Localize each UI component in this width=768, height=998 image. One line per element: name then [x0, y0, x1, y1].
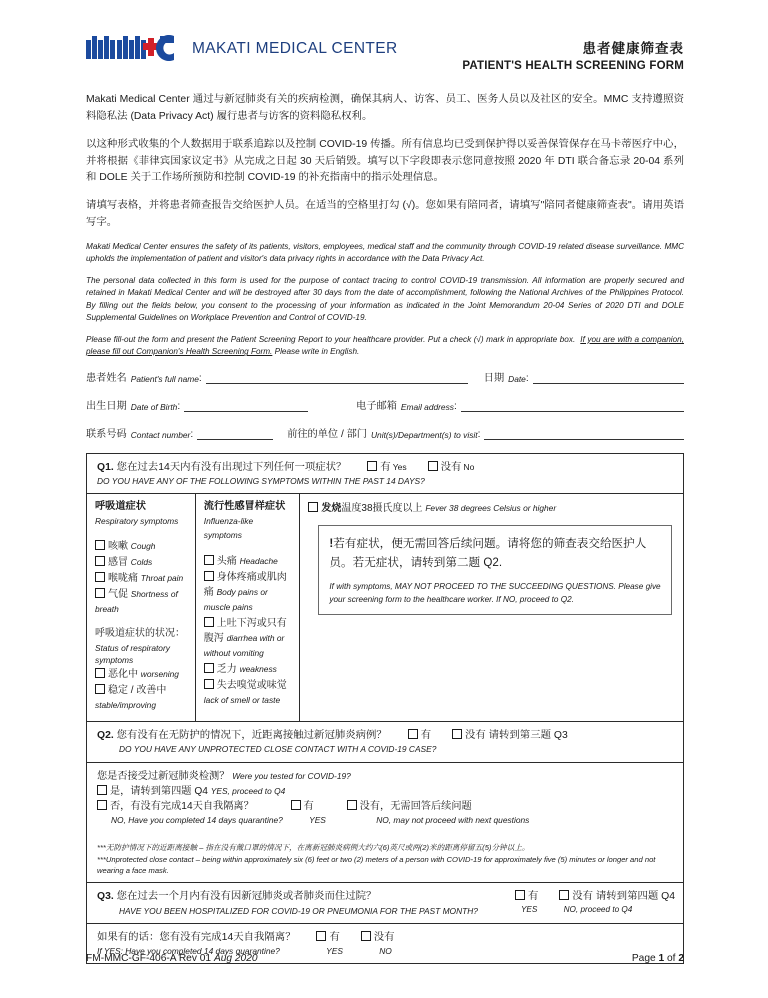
- intro-paragraph-1-cn: Makati Medical Center 通过与新冠肺炎有关的疾病检测，确保其病人、访客、员工、医务人员以及社区的安全。MMC 支持遵照资料隐私法 (Data Privacy Act) 履行患者与访客的资料隐私权利。: [86, 94, 684, 122]
- q2-text-cn: 您有没有在无防护的情况下，近距离接触过新冠肺炎病例？: [116, 730, 387, 742]
- exclamation-icon: !: [329, 536, 334, 550]
- checkbox-icon[interactable]: [204, 663, 214, 673]
- respiratory-status-label: [95, 627, 188, 666]
- status-worsening-en: worsening: [140, 669, 179, 680]
- q1-text-en: DO YOU HAVE ANY OF THE FOLLOWING SYMPTOMS WITHIN THE PAST 14 DAYS?: [97, 475, 425, 486]
- symptom-weakness-en: weakness: [239, 664, 277, 675]
- respiratory-status-cn: 呼吸道症状的状况：: [95, 628, 185, 640]
- symptom-cough-cn: 咳嗽: [108, 541, 128, 553]
- q2-no-option[interactable]: [452, 730, 568, 741]
- symptom-sob-en: Shortness of breath: [95, 589, 178, 615]
- fever-label-en: Fever 38 degrees Celsius or higher: [425, 502, 557, 513]
- form-title-en: PATIENT'S HEALTH SCREENING FORM: [462, 60, 684, 73]
- tested-prompt: [97, 769, 675, 784]
- tested-option-no-row: [97, 799, 675, 814]
- tested-no-en: NO, Have you completed 14 days quarantine?: [111, 814, 283, 825]
- fever-label-cn-bold: 发烧: [321, 502, 342, 514]
- tested-no-cn: 否，有没有完成14天自我隔离？: [110, 801, 254, 813]
- symptom-instruction-box: [318, 525, 672, 615]
- q1-no-option[interactable]: [428, 462, 475, 473]
- q3-options: [515, 889, 675, 904]
- influenza-title: [204, 500, 293, 544]
- form-title-block: [462, 26, 684, 75]
- respiratory-title-en: Respiratory symptoms: [95, 515, 179, 526]
- q3-sub-no-en: NO: [379, 945, 392, 956]
- symptoms-row: [87, 494, 683, 722]
- label-contact-cn: 联系号码: [86, 428, 127, 440]
- checkbox-icon[interactable]: [204, 617, 214, 627]
- checkbox-icon[interactable]: [95, 556, 105, 566]
- q3-no-option[interactable]: [559, 891, 675, 902]
- symptom-item-lack-of-smell[interactable]: [204, 678, 293, 708]
- colon-email: :: [453, 400, 457, 412]
- respiratory-title: [95, 500, 188, 530]
- respiratory-title-cn: 呼吸道症状: [95, 500, 146, 512]
- date-input[interactable]: [533, 372, 684, 384]
- q3-sub-yes-cn: 有: [329, 931, 340, 943]
- intro-p3-en-part-b: Please write in English.: [274, 347, 360, 357]
- symptom-headache-en: Headache: [239, 556, 278, 567]
- checkbox-icon[interactable]: [97, 785, 107, 795]
- email-input[interactable]: [461, 400, 684, 412]
- document-footer: [86, 953, 684, 964]
- label-patient-name-cn: 患者姓名: [86, 372, 127, 384]
- intro-paragraph-2-en: The personal data collected in this form is used for the purpose of contact tracing to control COVID-19 transmission. All information are properly secured and retained in Makati Medical Center and will be destroyed after 30 days from the date of accomplishment, following the National Archives of the Philippines Protocol. By filling out the fields below, you consent to the processing of your information as indicated in the Joint Memorandum 20-04 Series of 2020 DTI and DOLE Supplemental Guidelines on Workplace Prevention and Control of COVID-19.: [86, 275, 684, 323]
- symptom-smell-en: lack of smell or taste: [203, 695, 281, 706]
- quarantine-no-cn: 没有，无需回答后续问题: [359, 801, 472, 813]
- colon-name: :: [198, 372, 202, 384]
- checkbox-icon[interactable]: [97, 800, 107, 810]
- q3-sub-prompt-cn: [97, 930, 675, 945]
- symptom-cough-en: Cough: [130, 541, 156, 552]
- field-row-contact-unit: [86, 425, 684, 440]
- footnote-cn: ***无防护情况下的近距离接触 – 指在没有戴口罩的情况下，在离新冠肺炎病例大约六(6)英尺或两(2)米的距离停留五(5)分钟以上。: [97, 843, 530, 853]
- checkbox-icon[interactable]: [95, 684, 105, 694]
- quarantine-yes-option[interactable]: [291, 801, 314, 812]
- fever-label-cn: 温度38摄氏度以上: [341, 502, 423, 514]
- intro-p3-en-underlined: If you are with a companion, please fill out Companion's Health Screening Form.: [86, 334, 684, 357]
- symptom-column-respiratory: [87, 494, 196, 721]
- symptom-item-cough[interactable]: [95, 539, 188, 554]
- influenza-title-cn: 流行性感冒样症状: [203, 500, 286, 512]
- colon-unit: :: [477, 428, 481, 440]
- checkbox-icon[interactable]: [204, 571, 214, 581]
- symptom-sob-cn: 气促: [108, 589, 128, 601]
- covid-test-block: [87, 763, 683, 884]
- q3-text-cn: 您在过去一个月内有没有因新冠肺炎或者肺炎而住过院？: [116, 891, 377, 903]
- checkbox-icon[interactable]: [367, 461, 377, 471]
- checkbox-icon[interactable]: [95, 588, 105, 598]
- tested-prompt-en: Were you tested for COVID-19?: [232, 770, 351, 781]
- symptom-item-colds[interactable]: [95, 555, 188, 570]
- form-title-cn: 患者健康筛查表: [582, 41, 684, 56]
- tested-yes-cn: 是，请转到第四题 Q4: [110, 785, 208, 797]
- checkbox-icon[interactable]: [452, 729, 462, 739]
- field-row-name-date: [86, 369, 684, 384]
- footnote-en: ***Unprotected close contact – being within approximately six (6) feet or two (2) meters of a person with COVID-19 for approximately five (5) minutes or longer and not wearing a face mask.: [97, 854, 656, 876]
- quarantine-yes-en: YES: [309, 814, 326, 825]
- status-item-stable-improving[interactable]: [95, 683, 188, 713]
- q2-no-cn: 没有 请转到第三题 Q3: [464, 730, 568, 742]
- tested-option-no-row-en: [97, 815, 675, 827]
- q2-text-en: DO YOU HAVE ANY UNPROTECTED CLOSE CONTACT WITH A COVID-19 CASE?: [119, 744, 437, 755]
- symptom-headache-cn: 头痛: [216, 556, 237, 568]
- checkbox-icon[interactable]: [95, 572, 105, 582]
- page-total: 2: [678, 953, 684, 964]
- q3-prompt-cn: [97, 889, 509, 904]
- q2-prompt-cn: [97, 728, 675, 743]
- q3-sub-text-en: If YES: Have you completed 14 days quarantine?: [97, 945, 280, 956]
- intro-p3-en-part-a: Please fill-out the form and present the Patient Screening Report to your healthcare provider. Put a check (√) mark in appropriate box.: [86, 334, 576, 344]
- label-email-cn: 电子邮箱: [356, 400, 397, 412]
- status-stable-en: stable/improving: [95, 700, 156, 711]
- intro-paragraph-1-en: Makati Medical Center ensures the safety of its patients, visitors, employees, medical staff and the community through COVID-19 related disease surveillance. MMC upholds the implementation of patient and visitor's data privacy rights in accordance with the Data Privacy Act.: [86, 241, 684, 264]
- q1-yes-en: Yes: [392, 461, 407, 472]
- influenza-title-en: Influenza-like symptoms: [203, 515, 254, 541]
- q3-sub-yes-option[interactable]: [316, 932, 339, 943]
- label-date-en: Date: [508, 373, 526, 384]
- q1-yes-cn: 有: [380, 461, 391, 473]
- tested-prompt-cn: 您是否接受过新冠肺炎检测？: [97, 770, 230, 782]
- label-contact-en: Contact number: [130, 429, 191, 440]
- checkbox-icon[interactable]: [559, 890, 569, 900]
- symptom-item-diarrhea[interactable]: [204, 616, 293, 661]
- tested-no-option[interactable]: [97, 801, 254, 812]
- label-unit-en: Unit(s)/Department(s) to visit: [371, 429, 478, 440]
- status-item-worsening[interactable]: [95, 667, 188, 682]
- label-dob-cn: 出生日期: [86, 400, 127, 412]
- q3-yes-en: YES: [520, 904, 538, 914]
- label-patient-name-en: Patient's full name: [130, 373, 199, 384]
- q2-number: Q2.: [97, 730, 114, 742]
- brand-lockup: [86, 26, 398, 64]
- tested-option-yes[interactable]: [97, 784, 675, 799]
- q1-no-en: No: [463, 461, 475, 472]
- q3-yes-cn: 有: [527, 891, 539, 903]
- intro-paragraph-3-en: [86, 334, 684, 359]
- unit-department-input[interactable]: [484, 428, 684, 440]
- q1-yes-option[interactable]: [367, 462, 406, 473]
- mmc-logo-icon: [86, 34, 184, 64]
- symptom-smell-cn: 失去嗅觉或味觉: [216, 680, 287, 692]
- checkbox-icon[interactable]: [428, 461, 438, 471]
- page-label-a: Page: [631, 953, 659, 964]
- question-q3: [87, 883, 683, 923]
- field-row-dob-email: [86, 397, 684, 412]
- symptom-item-shortness-of-breath[interactable]: [95, 587, 188, 617]
- q1-no-cn: 没有: [440, 461, 462, 473]
- label-date-cn: 日期: [483, 372, 505, 384]
- q2-yes-option[interactable]: [408, 730, 431, 741]
- quarantine-yes-cn: 有: [303, 801, 314, 813]
- tested-yes-en: YES, proceed to Q4: [210, 785, 286, 796]
- q3-options-en: [515, 905, 675, 914]
- q1-prompt-cn: [97, 460, 675, 475]
- instruction-note-en: If with symptoms, MAY NOT PROCEED TO THE SUCCEEDING QUESTIONS. Please give your screening form to the healthcare worker. If NO, proceed to Q2.: [329, 582, 661, 604]
- checkbox-icon[interactable]: [408, 729, 418, 739]
- q3-sub-yes-en: YES: [326, 945, 343, 956]
- symptom-item-throat-pain[interactable]: [95, 571, 188, 586]
- checkbox-icon[interactable]: [316, 931, 326, 941]
- checkbox-icon[interactable]: [291, 800, 301, 810]
- symptom-item-headache[interactable]: [204, 554, 293, 569]
- q3-sub-text-cn: 如果有的话：您有没有完成14天自我隔离？: [97, 931, 296, 943]
- symptom-body-pains-en: Body pains or muscle pains: [203, 587, 268, 613]
- symptom-weakness-cn: 乏力: [216, 664, 237, 676]
- q3-yes-option[interactable]: [515, 891, 538, 902]
- brand-name: MAKATI MEDICAL CENTER: [192, 40, 398, 57]
- label-dob-en: Date of Birth: [130, 401, 178, 412]
- dob-input[interactable]: [184, 400, 308, 412]
- q3-text-en: HAVE YOU BEEN HOSPITALIZED FOR COVID-19 OR PNEUMONIA FOR THE PAST MONTH?: [119, 905, 478, 916]
- symptom-column-fever-note: [300, 494, 683, 721]
- label-unit-cn: 前往的单位 / 部门: [287, 428, 367, 440]
- question-q2: [87, 722, 683, 762]
- patient-name-input[interactable]: [206, 372, 468, 384]
- quarantine-no-en: NO, may not proceed with next questions: [376, 814, 530, 825]
- symptom-throat-pain-en: Throat pain: [140, 573, 184, 584]
- q1-number: Q1.: [97, 461, 114, 473]
- q3-number: Q3.: [97, 891, 114, 903]
- contact-number-input[interactable]: [197, 428, 273, 440]
- q1-text-cn: 您在过去14天内有没有出现过下列任何一项症状？: [116, 461, 347, 473]
- status-stable-cn: 稳定 / 改善中: [108, 685, 167, 697]
- form-code: [86, 953, 258, 964]
- q3-no-en: NO, proceed to Q4: [563, 904, 633, 914]
- symptom-item-weakness[interactable]: [204, 662, 293, 677]
- intro-paragraph-3-cn: 请填写表格，并将患者筛查报告交给医护人员。在适当的空格里打勾 (√)。您如果有陪同者，请填写"陪同者健康筛查表"。请用英语写字。: [86, 200, 684, 229]
- q2-yes-cn: 有: [420, 730, 432, 742]
- q3-no-cn: 没有 请转到第四题 Q4: [572, 891, 675, 903]
- page-current: 1: [658, 953, 665, 964]
- checkbox-icon[interactable]: [515, 890, 525, 900]
- symptom-item-body-pains[interactable]: [204, 570, 293, 615]
- checkbox-icon[interactable]: [204, 555, 214, 565]
- respiratory-status-en: Status of respiratory symptoms: [95, 642, 170, 666]
- quarantine-no-option[interactable]: [347, 801, 472, 812]
- colon-dob: :: [177, 400, 181, 412]
- symptom-diarrhea-cn: 上吐下泻或只有腹泻: [203, 618, 287, 645]
- checkbox-icon[interactable]: [361, 931, 371, 941]
- checkbox-icon[interactable]: [347, 800, 357, 810]
- symptom-body-pains-cn: 身体疼痛或肌肉痛: [203, 572, 287, 599]
- form-code-text: FM-MMC-GF-406-A Rev 01: [86, 953, 214, 964]
- status-worsening-cn: 恶化中: [108, 669, 138, 681]
- colon-contact: :: [190, 428, 194, 440]
- symptom-colds-cn: 感冒: [108, 557, 128, 569]
- questionnaire-table: [86, 453, 684, 964]
- page-label-b: of: [664, 953, 679, 964]
- label-email-en: Email address: [400, 401, 454, 412]
- checkbox-icon[interactable]: [204, 679, 214, 689]
- q3-sub-no-option[interactable]: [361, 932, 395, 943]
- instruction-note-cn: [329, 535, 661, 573]
- intro-paragraph-2-cn: 以这种形式收集的个人数据用于联系追踪以及控制 COVID-19 传播。所有信息均已受到保护得以妥善保管保存在马卡蒂医疗中心，并将根据《菲律宾国家议定书》从完成之日起 30 天后销毁。填写以下字段即表示您同意按照 2020 年 DTI 联合备忘录 20-04 系列和 DOLE 关于工作场所预防和控制 COVID-19 的补充指南中的指示处理信息。: [86, 138, 684, 184]
- symptom-item-fever[interactable]: [308, 501, 676, 516]
- symptom-column-influenza: [196, 494, 301, 721]
- checkbox-icon[interactable]: [308, 502, 318, 512]
- document-header: [86, 26, 684, 86]
- colon-date: :: [525, 372, 529, 384]
- checkbox-icon[interactable]: [95, 668, 105, 678]
- symptom-colds-en: Colds: [130, 557, 153, 568]
- question-q1-header: [87, 454, 683, 494]
- instruction-note-cn-text: 若有症状，便无需回答后续问题。请将您的筛查表交给医护人员。若无症状，请转到第二题 Q2.: [329, 536, 647, 569]
- symptom-throat-pain-cn: 喉咙痛: [108, 573, 138, 585]
- patient-info-fields: [86, 369, 684, 440]
- q3-sub-no-cn: 没有: [373, 931, 395, 943]
- page-number: [632, 953, 684, 964]
- checkbox-icon[interactable]: [95, 540, 105, 550]
- form-code-date: Aug 2020: [213, 953, 258, 964]
- footnote-block: [97, 826, 675, 876]
- symptom-diarrhea-en: diarrhea with or without vomiting: [203, 633, 285, 659]
